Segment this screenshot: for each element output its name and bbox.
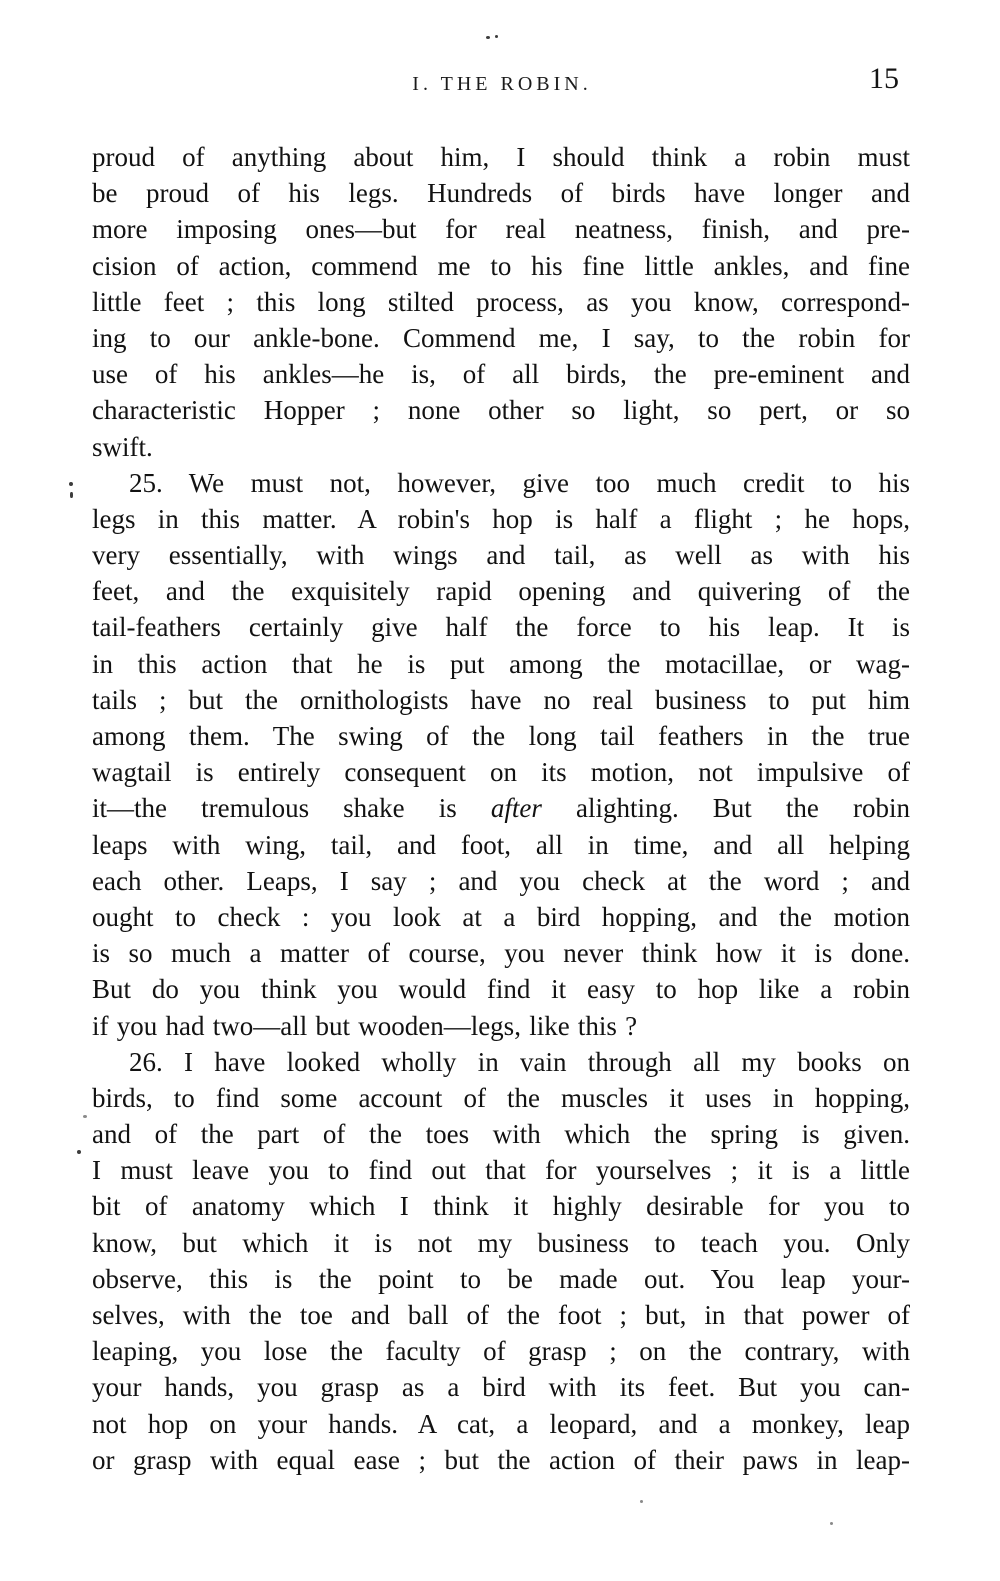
text-line: not hop on your hands. A cat, a leopard, and a monkey, leap	[92, 1408, 910, 1439]
text-line: very essentially, with wings and tail, as well as with his	[92, 540, 910, 571]
text-line: wagtail is entirely consequent on its motion, not impulsive of	[92, 757, 910, 788]
scan-noise-dot	[830, 1522, 833, 1525]
text-line: if you had two—all but wooden—legs, like this ?	[92, 1010, 638, 1041]
scan-noise-dot	[486, 36, 490, 39]
text-line: your hands, you grasp as a bird with its feet. But you can-	[92, 1372, 910, 1403]
text-line: among them. The swing of the long tail feathers in the true	[92, 721, 910, 751]
scan-noise-dot	[495, 35, 498, 38]
text-line: observe, this is the point to be made out. You leap your-	[92, 1263, 910, 1294]
text-line: bit of anatomy which I think it highly desirable for you to	[92, 1191, 910, 1222]
text-line: ing to our ankle-bone. Commend me, I say, to the robin for	[92, 322, 910, 353]
text-line: is so much a matter of course, you never think how it is done.	[92, 938, 910, 969]
page-number: 15	[869, 62, 899, 95]
scan-noise-dot	[69, 482, 73, 486]
text-line: swift.	[92, 431, 153, 462]
text-line: birds, to find some account of the muscles it uses in hopping,	[92, 1082, 910, 1113]
text-line: cision of action, commend me to his fine little ankles, and fine	[92, 250, 910, 281]
text-line: and of the part of the toes with which the spring is given.	[92, 1119, 910, 1150]
text-line: leaping, you lose the faculty of grasp ; on the contrary, with	[92, 1336, 910, 1367]
text-line: leaps with wing, tail, and foot, all in time, and all helping	[92, 829, 910, 860]
text-line: But do you think you would find it easy to hop like a robin	[92, 974, 910, 1005]
running-header-title: I. THE ROBIN.	[412, 73, 592, 95]
paragraph-continuation	[92, 139, 910, 465]
text-line: or grasp with equal ease ; but the action of their paws in leap-	[92, 1444, 910, 1475]
text-line: I must leave you to find out that for yourselves ; it is a little	[92, 1155, 910, 1186]
text-line: proud of anything about him, I should think a robin must	[92, 142, 910, 172]
text-line: feet, and the exquisitely rapid opening and quivering of the	[92, 576, 910, 607]
text-line: little feet ; this long stilted process, as you know, correspond-	[92, 286, 910, 317]
line-segment: alighting. But the robin	[541, 793, 910, 824]
text-line: in this action that he is put among the motacillae, or wag-	[92, 648, 910, 679]
text-line: selves, with the toe and ball of the foot ; but, in that power of	[92, 1300, 910, 1330]
scan-noise-dot	[640, 1500, 643, 1503]
text-line: tails ; but the ornithologists have no real business to put him	[92, 684, 910, 715]
text-line: 25. We must not, however, give too much credit to his	[129, 467, 910, 498]
italic-word: after	[490, 793, 542, 824]
paragraph-25	[92, 465, 910, 1044]
scan-noise-dot	[77, 1150, 81, 1154]
text-line: ought to check : you look at a bird hopping, and the motion	[92, 901, 910, 932]
scan-noise-dot	[83, 1115, 87, 1118]
scan-noise-dot	[70, 492, 73, 498]
page-body	[92, 139, 910, 1478]
text-line: each other. Leaps, I say ; and you check at the word ; and	[92, 865, 910, 896]
text-line: be proud of his legs. Hundreds of birds have longer and	[92, 178, 910, 209]
text-line: tail-feathers certainly give half the force to his leap. It is	[92, 612, 910, 643]
text-line: more imposing ones—but for real neatness, finish, and pre-	[92, 214, 910, 245]
text-line: legs in this matter. A robin's hop is half a flight ; he hops,	[92, 503, 910, 534]
text-line-with-italic	[92, 790, 910, 826]
paragraph-26	[92, 1044, 910, 1478]
text-line: 26. I have looked wholly in vain through all my books on	[129, 1046, 910, 1077]
text-line: use of his ankles—he is, of all birds, the pre-eminent and	[92, 359, 910, 390]
text-line: characteristic Hopper ; none other so light, so pert, or so	[92, 395, 910, 426]
line-segment: it—the tremulous shake is	[92, 793, 491, 824]
text-line: know, but which it is not my business to teach you. Only	[92, 1227, 910, 1258]
